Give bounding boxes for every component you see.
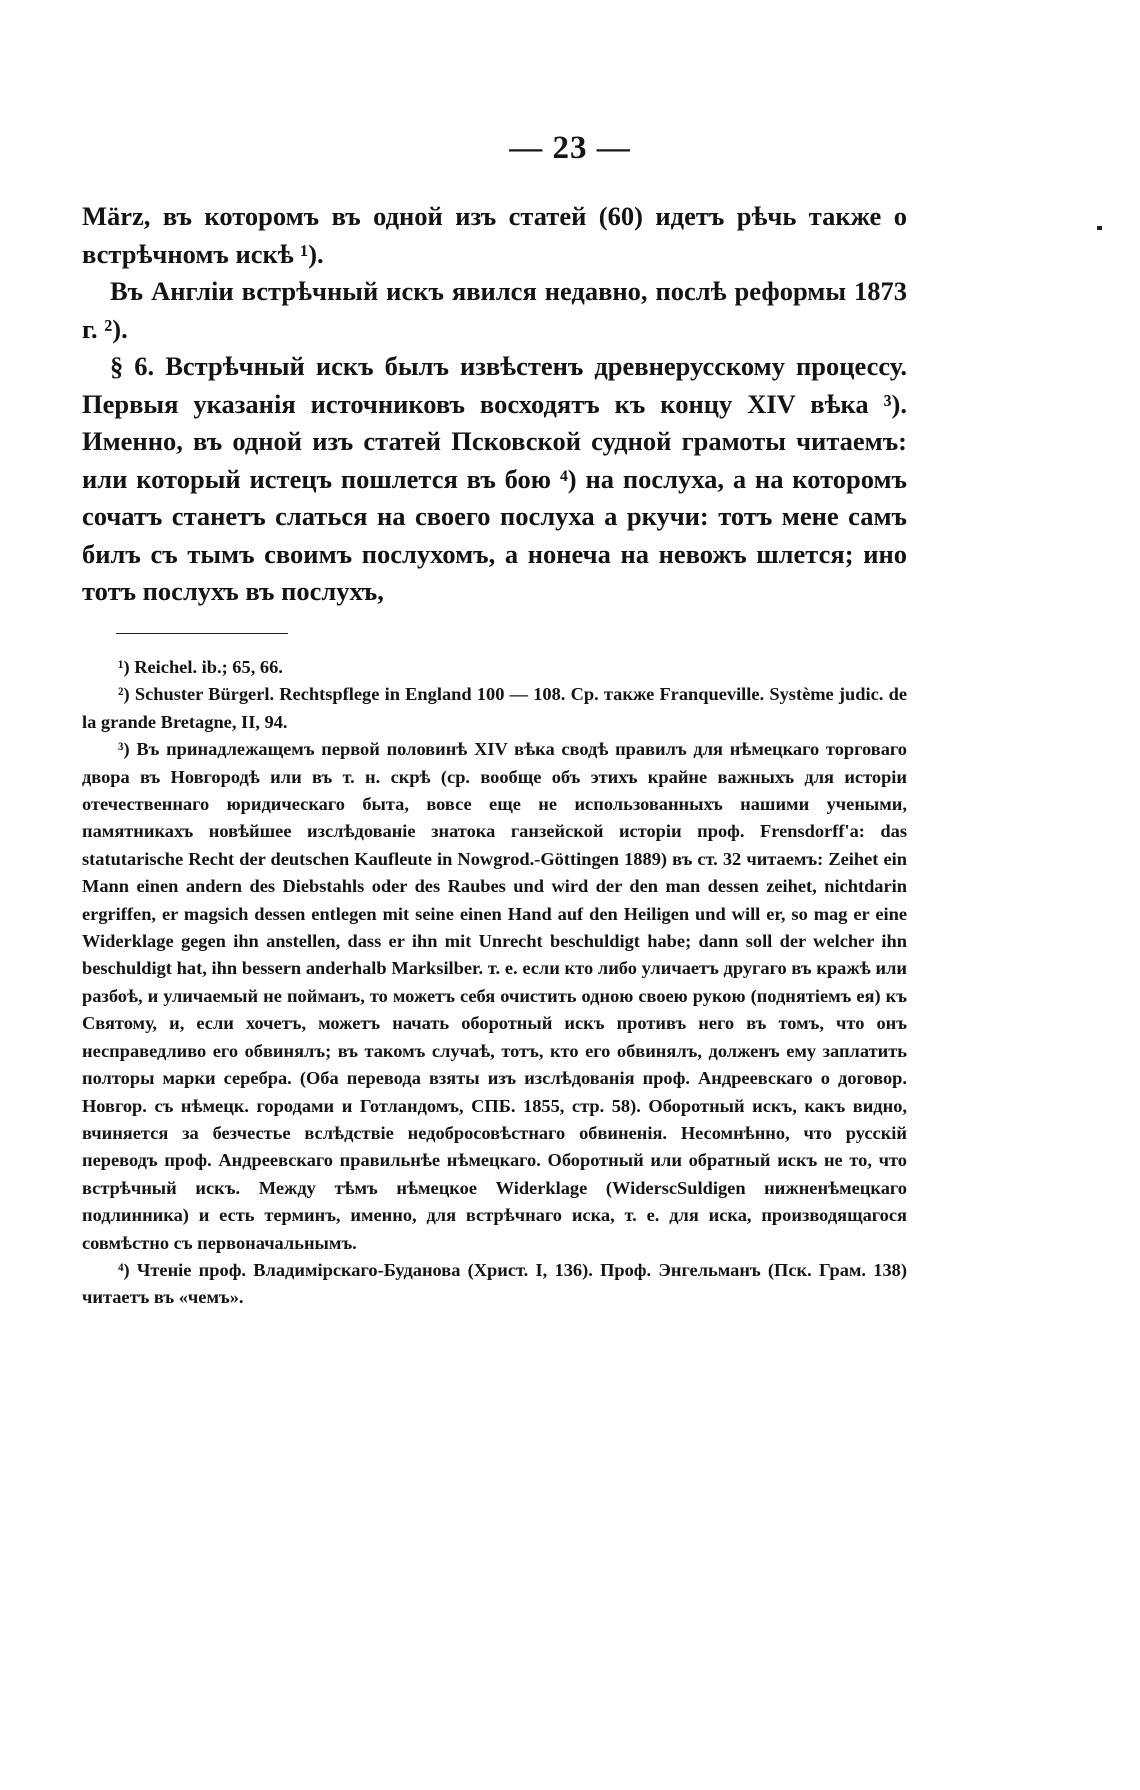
- footnote-divider: [116, 633, 288, 634]
- ink-speck: [1097, 226, 1102, 230]
- footnote-4: ⁴) Чтеніе проф. Владимірскаго-Буданова (Христ. I, 136). Проф. Энгельманъ (Пск. Грам. 138) читаетъ въ «чемъ».: [82, 1259, 907, 1308]
- page-number: — 23 —: [509, 130, 631, 166]
- paragraph-england: Въ Англіи встрѣчный искъ явился недавно, послѣ реформы 1873 г. ²).: [82, 276, 907, 344]
- footnote-2: ²) Schuster Bürgerl. Rechtspflege in England 100 — 108. Ср. также Franqueville. Système judic. de la grande Bretagne, II, 94.: [82, 684, 907, 732]
- footnote-3: ³) Въ принадлежащемъ первой половинѣ XIV вѣка сводѣ правилъ для нѣмецкаго торговаго двора въ Новгородѣ или въ т. н. скрѣ (ср. вообще объ этихъ крайне важныхъ для исторіи отечественнаго юридическаго быта, вовсе еще не использованныхъ нашими учеными, памятникахъ новѣйшее изслѣдованіе знатока ганзейской исторіи проф. Frensdorff'а: das statutarische Recht der deutschen Kaufleute in Nowgrod.-Göttingen 1889) въ ст. 32 читаемъ: Zeihet ein Mann einen andern des Diebstahls oder des Raubes und wird der den man dessen zeihet, nichtdarin ergriffen, er magsich dessen entlegen mit seine einen Hand auf den Heiligen und will er, so mag er eine Widerklage gegen ihn anstellen, dass er ihn mit Unrecht beschuldigt habe; dann soll der welcher ihn beschuldigt hat, ihn bessern anderhalb Marksilber. т. е. если кто либо уличаетъ другаго въ кражѣ или разбоѣ, и уличаемый не пойманъ, то можетъ себя очистить одною своею рукою (поднятіемъ ея) къ Святому, и, если хочетъ, можетъ начать оборотный искъ противъ него въ томъ, что онъ несправедливо его обвинялъ; въ такомъ случаѣ, тотъ, кто его обвинялъ, долженъ ему заплатить полторы марки серебра. (Оба перевода взяты изъ изслѣдованія проф. Андреевскаго о договор. Новгор. съ нѣмецк. городами и Готландомъ, СПБ. 1855, стр. 58). Оборотный искъ, какъ видно, вчиняется за безчестье вслѣдствіе недобросовѣстнаго обвиненія. Несомнѣнно, что русскій переводъ проф. Андреевскаго правильнѣе нѣмецкаго. Оборотный или обратный искъ не то, что встрѣчный искъ. Между тѣмъ нѣмецкое Widerklage (WiderscSuldigen нижненѣмецкаго подлинника) и есть терминъ, именно, для встрѣчнаго иска, т. е. для иска, производящагося совмѣстно съ первоначальнымъ.: [82, 739, 907, 1253]
- footnote-1: ¹) Reichel. ib.; 65, 66.: [118, 657, 283, 677]
- footnotes: [82, 654, 907, 1312]
- main-text: [82, 198, 907, 611]
- paragraph-continuation: März, въ которомъ въ одной изъ статей (60) идетъ рѣчь также о встрѣчномъ искѣ ¹).: [82, 201, 907, 269]
- paragraph-section-6: § 6. Встрѣчный искъ былъ извѣстенъ древнерусскому процессу. Первыя указанія источниковъ восходятъ къ концу XIV вѣка ³). Именно, въ одной изъ статей Псковской судной грамоты читаемъ: или который истецъ пошлется въ бою ⁴) на послуха, а на которомъ сочатъ станетъ слаться на своего послуха а ркучи: тотъ мене самъ билъ съ тымъ своимъ послухомъ, а нонеча на невожъ шлется; ино тотъ послухъ въ послухъ,: [82, 351, 907, 606]
